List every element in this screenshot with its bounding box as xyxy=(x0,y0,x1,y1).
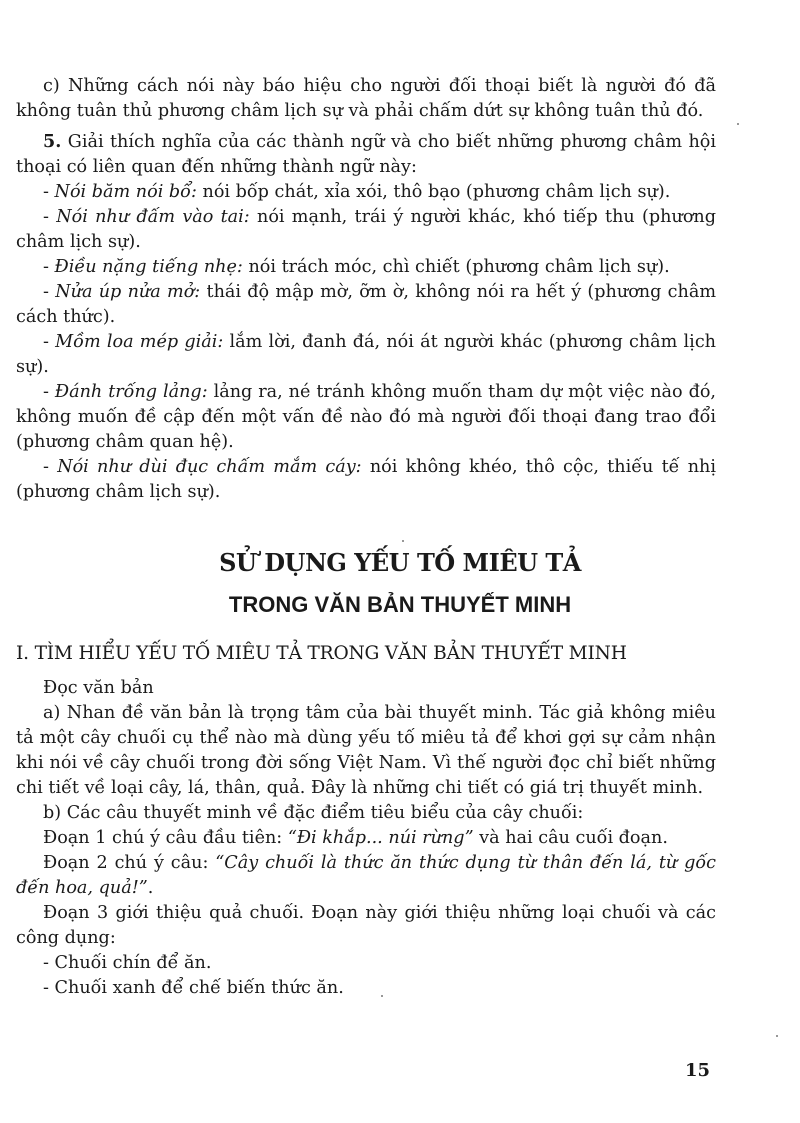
idiom-dash: - xyxy=(43,282,49,302)
paragraph-doan-1 xyxy=(16,826,716,851)
idiom-item xyxy=(16,255,716,280)
idiom-item xyxy=(16,180,716,205)
doan-1-lead: Đoạn 1 chú ý câu đầu tiên: xyxy=(43,828,283,848)
answer-c xyxy=(16,74,716,124)
idiom-meaning: lảng ra, né tránh không muốn tham dự một việc nào đó, không muốn đề cập đến một vấn đề nào đó mà người đối thoại đang trao đổi (phương châm quan hệ). xyxy=(16,382,717,452)
print-speck xyxy=(737,123,739,125)
idiom-meaning: lắm lời, đanh đá, nói át người khác (phương châm lịch sự). xyxy=(16,332,716,377)
idiom-term: Nửa úp nửa mở: xyxy=(55,282,201,302)
part-heading: I. TÌM HIỂU YẾU TỐ MIÊU TẢ TRONG VĂN BẢN THUYẾT MINH xyxy=(16,643,627,664)
idiom-meaning: thái độ mập mờ, ỡm ờ, không nói ra hết ý (phương châm cách thức). xyxy=(16,282,717,327)
paragraph-b: b) Các câu thuyết minh về đặc điểm tiêu biểu của cây chuối: xyxy=(43,803,584,823)
idiom-term: Nói băm nói bổ: xyxy=(54,182,197,202)
exercise-5-number: 5. xyxy=(43,131,62,152)
idiom-meaning: nói không khéo, thô cộc, thiếu tế nhị (phương châm lịch sự). xyxy=(16,457,717,502)
read-instruction: Đọc văn bản xyxy=(43,678,154,698)
answer-c-text: Những cách nói này báo hiệu cho người đối thoại biết là người đó đã không tuân thủ phương châm lịch sự và phải chấm dứt sự không tuân thủ đó. xyxy=(16,76,716,121)
idiom-item xyxy=(16,330,716,380)
doan-2-quote: “Cây chuối là thức ăn thức dụng từ thân đến lá, từ gốc đến hoa, quả!” xyxy=(16,853,717,898)
answer-c-letter: c) xyxy=(43,76,60,96)
idiom-item xyxy=(16,280,716,330)
idiom-dash: - xyxy=(43,457,49,477)
doan-1-tail: và hai câu cuối đoạn. xyxy=(479,828,668,848)
doan-1-quote: “Đi khắp... núi rừng” xyxy=(287,828,474,848)
print-speck xyxy=(381,995,383,997)
idiom-dash: - xyxy=(43,382,49,402)
idiom-term: Nói như đấm vào tai: xyxy=(56,207,250,227)
exercise-answers xyxy=(16,74,716,505)
use-item: - Chuối xanh để chế biến thức ăn. xyxy=(43,978,344,998)
idiom-meaning: nói trách móc, chì chiết (phương châm lịch sự). xyxy=(248,257,670,277)
exercise-5-text: Giải thích nghĩa của các thành ngữ và cho biết những phương châm hội thoại có liên quan đến những thành ngữ này: xyxy=(16,132,716,177)
print-speck xyxy=(776,1035,778,1037)
print-speck xyxy=(402,540,404,542)
idiom-meaning: nói mạnh, trái ý người khác, khó tiếp thu (phương châm lịch sự). xyxy=(16,207,717,252)
page-number: 15 xyxy=(685,1060,711,1081)
paragraph-a: a) Nhan đề văn bản là trọng tâm của bài thuyết minh. Tác giả không miêu tả một cây chuối cụ thể nào mà dùng yếu tố miêu tả để khơi gợi sự cảm nhận khi nói về cây chuối trong đời sống Việt Nam. Vì thế người đọc chỉ biết những chi tiết về loại cây, lá, thân, quả. Đây là những chi tiết có giá trị thuyết minh. xyxy=(16,703,716,798)
doan-2-tail: . xyxy=(147,878,154,898)
idiom-term: Nói như dùi đục chấm mắm cáy: xyxy=(57,457,362,477)
idiom-item xyxy=(16,380,716,455)
paragraph-doan-2 xyxy=(16,851,716,901)
idiom-dash: - xyxy=(43,257,49,277)
paragraph-doan-3: Đoạn 3 giới thiệu quả chuối. Đoạn này giới thiệu những loại chuối và các công dụng: xyxy=(16,903,716,948)
idiom-dash: - xyxy=(43,182,49,202)
idiom-meaning: nói bốp chát, xỉa xói, thô bạo (phương châm lịch sự). xyxy=(202,182,671,202)
part-body xyxy=(16,676,716,1001)
idiom-term: Đánh trống lảng: xyxy=(54,382,208,402)
use-item: - Chuối chín để ăn. xyxy=(43,953,212,973)
idiom-item xyxy=(16,205,716,255)
section-subtitle: TRONG VĂN BẢN THUYẾT MINH xyxy=(228,592,572,617)
idiom-term: Mồm loa mép giải: xyxy=(55,332,224,352)
exercise-5-prompt xyxy=(16,129,716,180)
idiom-dash: - xyxy=(43,332,49,352)
idiom-dash: - xyxy=(43,207,49,227)
section-title: SỬ DỤNG YẾU TỐ MIÊU TẢ xyxy=(219,548,581,577)
idiom-term: Điều nặng tiếng nhẹ: xyxy=(54,257,243,277)
doan-2-lead: Đoạn 2 chú ý câu: xyxy=(43,853,209,873)
idiom-item xyxy=(16,455,716,505)
